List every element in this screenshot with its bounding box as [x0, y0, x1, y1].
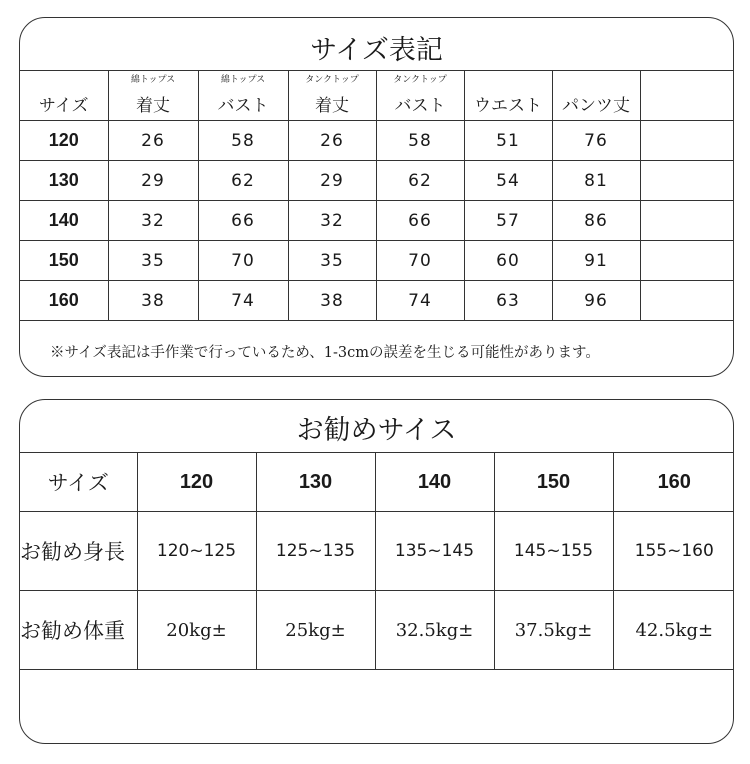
size-chart-note: ※サイズ表記は手作業で行っているため、1-3cmの誤差を生じる可能性があります。 [50, 345, 600, 361]
size-chart-row [20, 121, 734, 161]
size-chart-header-subtitle: タンクトップ [305, 75, 359, 85]
size-chart-row [20, 201, 734, 241]
recommend-empty-cell [20, 670, 734, 745]
size-chart-value-cell: 81 [552, 161, 640, 201]
recommend-height-row-label: お勧め身長 [20, 512, 137, 591]
size-chart-header-cell [552, 71, 640, 121]
recommend-size-cell: 160 [613, 453, 734, 512]
recommend-weight-row [20, 591, 734, 670]
size-chart-value-cell: 38 [108, 281, 198, 321]
size-chart-header-cell [20, 71, 108, 121]
size-chart-header-label: パンツ丈 [562, 96, 630, 116]
recommend-height-cell: 145~155 [494, 512, 613, 591]
size-chart-value-cell: 70 [376, 241, 464, 281]
size-chart-empty-cell [198, 321, 288, 340]
size-chart-spacer-row [20, 321, 734, 340]
recommend-weight-row-label: お勧め体重 [20, 591, 137, 670]
size-chart-header-cell [464, 71, 552, 121]
recommend-height-row [20, 512, 734, 591]
size-chart-empty-cell [640, 321, 734, 340]
size-chart-value-cell: 86 [552, 201, 640, 241]
size-chart-table [20, 70, 734, 339]
size-chart-value-cell: 58 [198, 121, 288, 161]
size-chart-size-cell: 120 [20, 121, 108, 161]
recommend-height-cell: 125~135 [256, 512, 375, 591]
size-chart-header-cell [640, 71, 734, 121]
size-chart-empty-cell [464, 321, 552, 340]
size-chart-header-row [20, 71, 734, 121]
size-chart-value-cell: 58 [376, 121, 464, 161]
size-chart-header-label: ウエスト [474, 96, 542, 116]
size-chart-value-cell: 57 [464, 201, 552, 241]
size-chart-header-cell [288, 71, 376, 121]
size-chart-value-cell: 54 [464, 161, 552, 201]
size-chart-value-cell: 63 [464, 281, 552, 321]
size-chart-empty-cell [288, 321, 376, 340]
size-chart-value-cell: 26 [288, 121, 376, 161]
size-chart-value-cell [640, 201, 734, 241]
size-chart-value-cell: 29 [288, 161, 376, 201]
recommend-size-row [20, 453, 734, 512]
size-chart-header-cell [108, 71, 198, 121]
size-chart-value-cell: 32 [288, 201, 376, 241]
size-chart-title: サイズ表記 [310, 35, 443, 66]
size-chart-row [20, 161, 734, 201]
size-chart-value-cell: 35 [288, 241, 376, 281]
size-chart-size-cell: 130 [20, 161, 108, 201]
size-chart-value-cell [640, 281, 734, 321]
size-chart-size-cell: 150 [20, 241, 108, 281]
recommend-card [19, 399, 734, 744]
size-chart-header-label: バスト [217, 96, 269, 116]
recommend-height-cell: 135~145 [375, 512, 494, 591]
recommend-weight-cell: 25kg± [256, 591, 375, 670]
recommend-table [20, 452, 734, 744]
size-chart-value-cell: 74 [198, 281, 288, 321]
recommend-weight-cell: 42.5kg± [613, 591, 734, 670]
recommend-height-cell: 155~160 [613, 512, 734, 591]
size-chart-header-cell [198, 71, 288, 121]
size-chart-row [20, 241, 734, 281]
size-chart-value-cell: 74 [376, 281, 464, 321]
size-chart-header-cell [376, 71, 464, 121]
size-chart-value-cell [640, 241, 734, 281]
size-chart-header-label: 着丈 [315, 96, 349, 116]
size-chart-value-cell: 66 [198, 201, 288, 241]
recommend-weight-cell: 37.5kg± [494, 591, 613, 670]
size-chart-header-subtitle: 綿トップス [220, 75, 266, 85]
size-chart-empty-cell [20, 321, 108, 340]
recommend-size-cell: 130 [256, 453, 375, 512]
recommend-size-cell: 120 [137, 453, 256, 512]
size-chart-value-cell: 29 [108, 161, 198, 201]
size-chart-header-label: サイズ [38, 96, 89, 116]
size-chart-value-cell: 66 [376, 201, 464, 241]
recommend-size-cell: 140 [375, 453, 494, 512]
size-chart-value-cell [640, 161, 734, 201]
size-chart-value-cell: 60 [464, 241, 552, 281]
recommend-size-cell: 150 [494, 453, 613, 512]
size-chart-header-label: バスト [394, 96, 446, 116]
size-chart-value-cell: 32 [108, 201, 198, 241]
recommend-title: お勧めサイス [296, 415, 457, 446]
recommend-weight-cell: 20kg± [137, 591, 256, 670]
size-chart-value-cell: 26 [108, 121, 198, 161]
size-chart-header-label: 着丈 [136, 96, 170, 116]
size-chart-value-cell: 35 [108, 241, 198, 281]
recommend-weight-cell: 32.5kg± [375, 591, 494, 670]
size-chart-size-cell: 140 [20, 201, 108, 241]
size-chart-value-cell: 91 [552, 241, 640, 281]
size-chart-size-cell: 160 [20, 281, 108, 321]
size-chart-value-cell: 62 [198, 161, 288, 201]
size-chart-empty-cell [552, 321, 640, 340]
size-chart-card [19, 17, 734, 377]
size-chart-value-cell: 76 [552, 121, 640, 161]
recommend-height-cell: 120~125 [137, 512, 256, 591]
recommend-size-row-label: サイズ [20, 453, 137, 512]
size-chart-value-cell: 62 [376, 161, 464, 201]
recommend-empty-row [20, 670, 734, 745]
size-chart-row [20, 281, 734, 321]
size-chart-header-subtitle: 綿トップス [130, 75, 176, 85]
size-chart-value-cell: 38 [288, 281, 376, 321]
size-chart-empty-cell [376, 321, 464, 340]
size-chart-value-cell: 96 [552, 281, 640, 321]
size-chart-value-cell: 51 [464, 121, 552, 161]
size-chart-header-subtitle: タンクトップ [393, 75, 447, 85]
size-chart-value-cell [640, 121, 734, 161]
size-chart-empty-cell [108, 321, 198, 340]
size-chart-value-cell: 70 [198, 241, 288, 281]
